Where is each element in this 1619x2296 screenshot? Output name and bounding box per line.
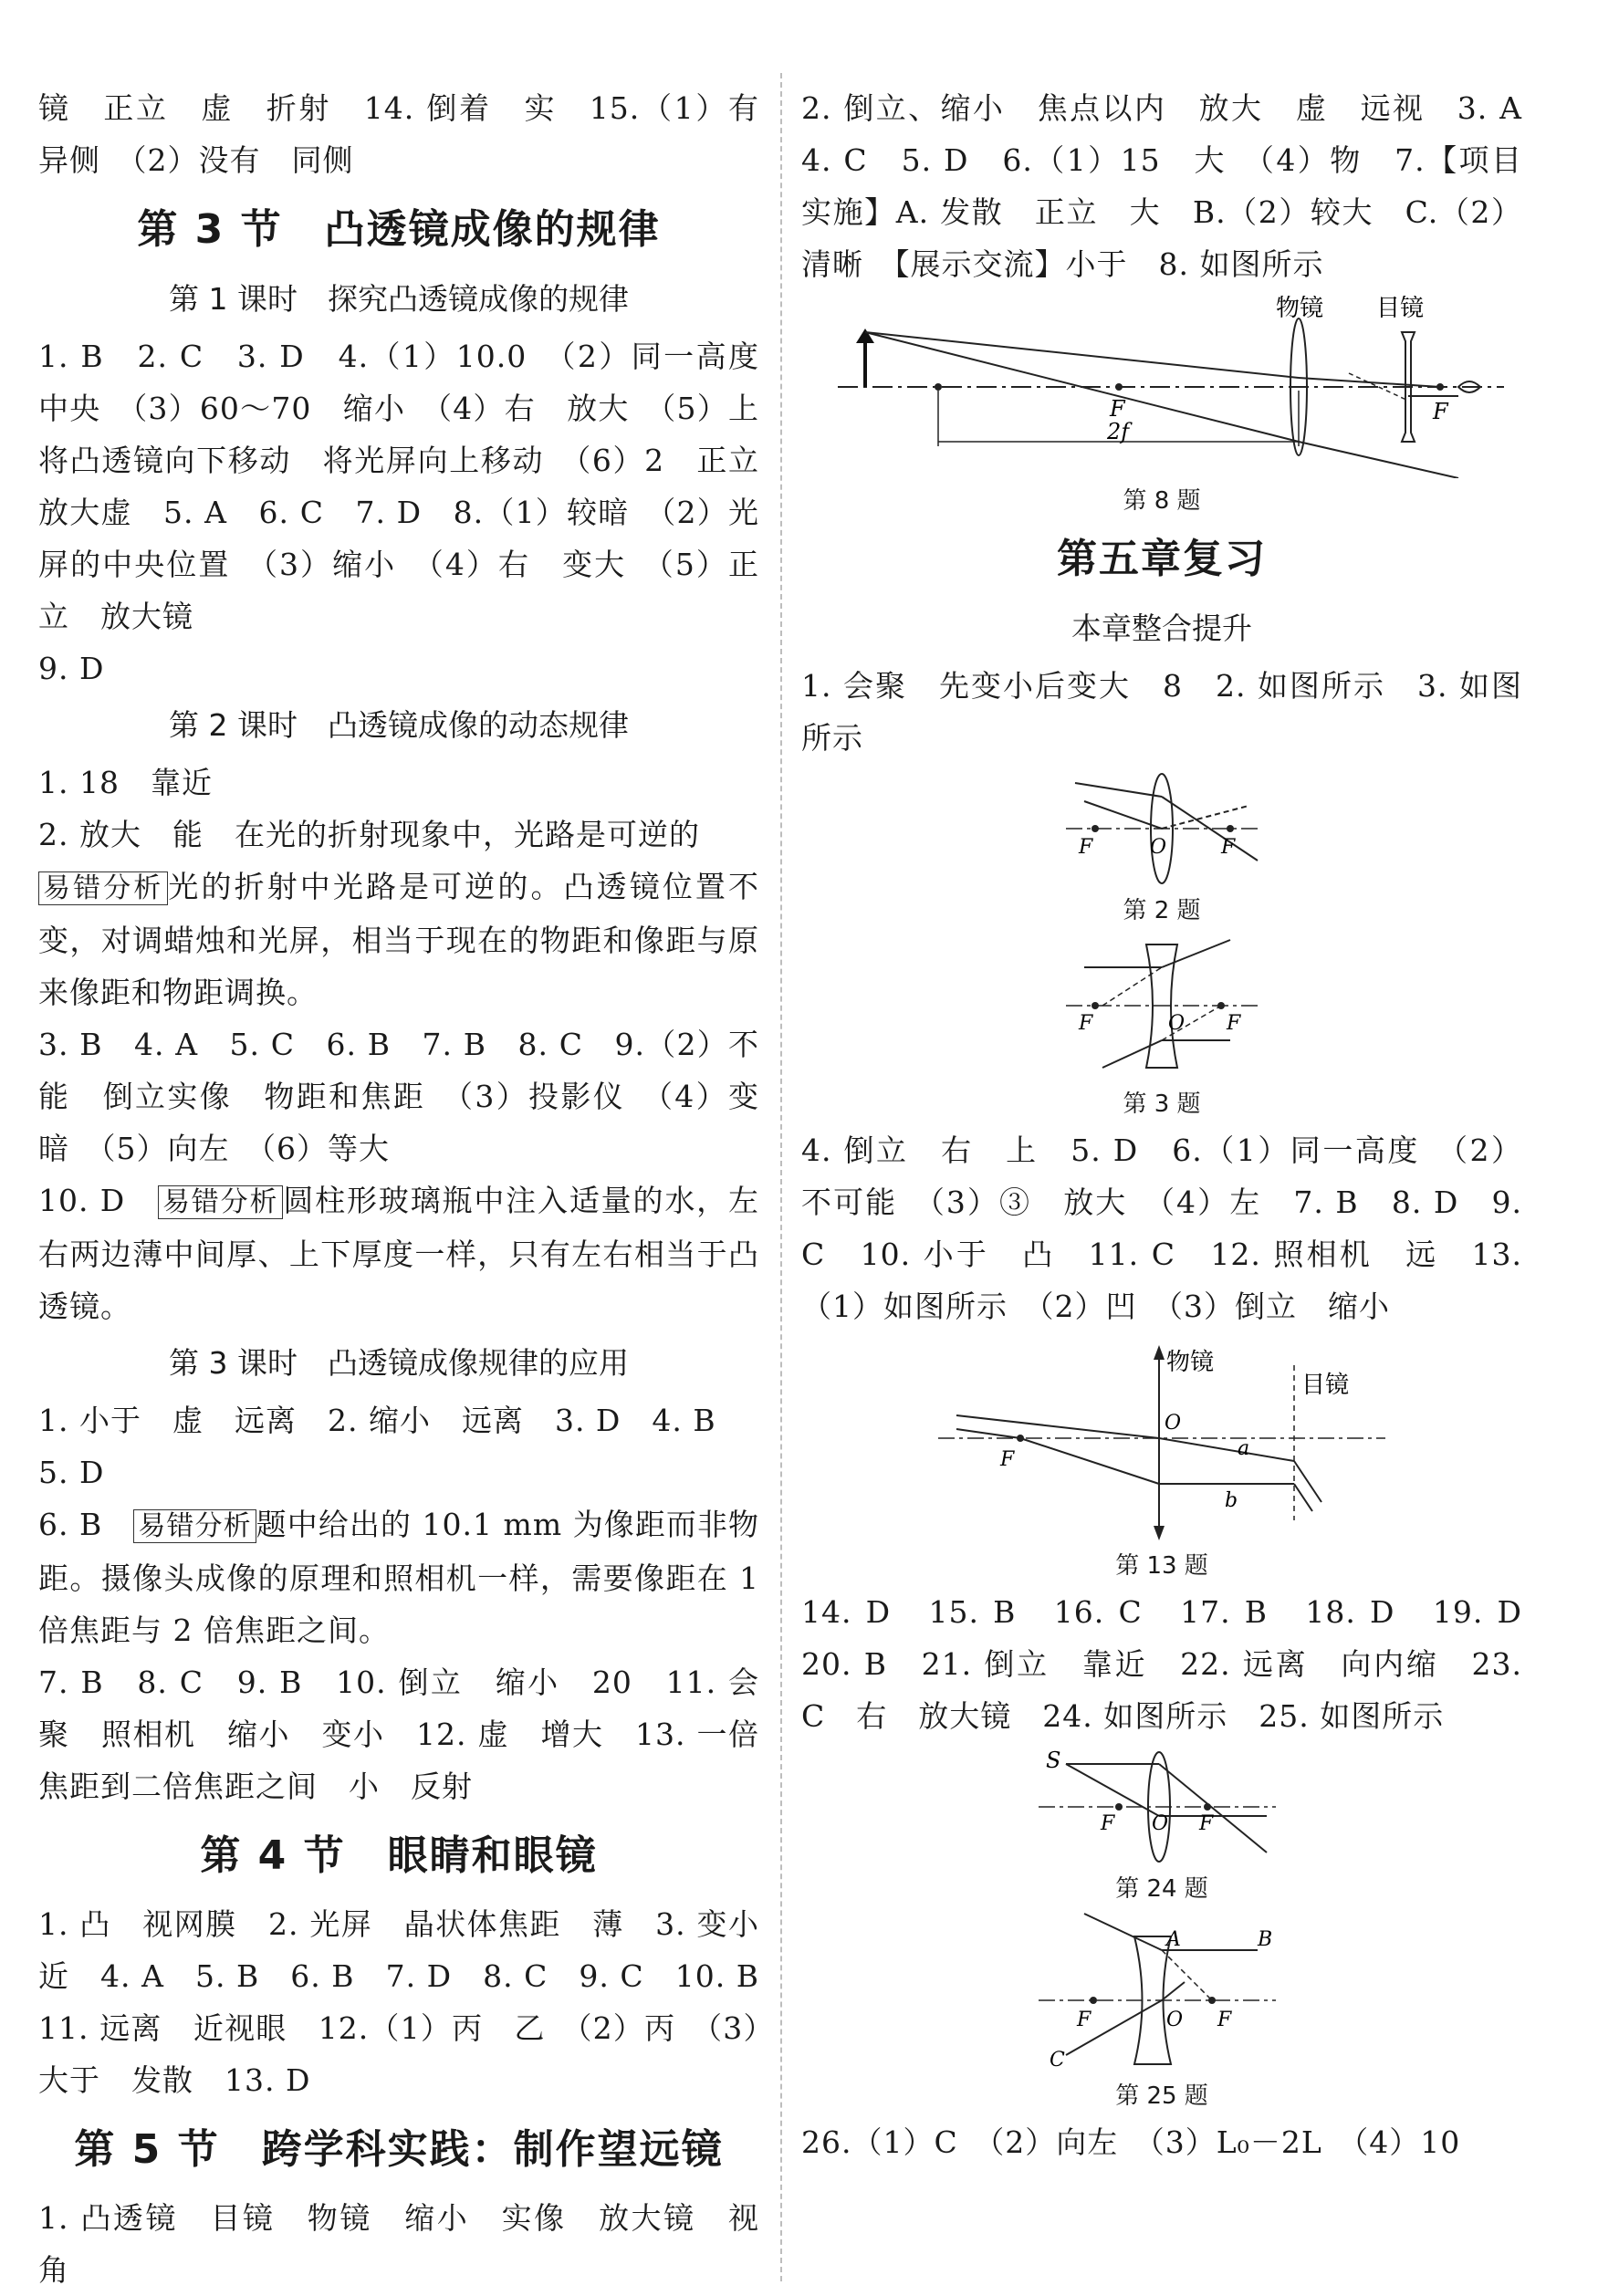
label-F: F — [1079, 1012, 1093, 1035]
figure-25 — [801, 1909, 1522, 2111]
label-S: S — [1046, 1748, 1061, 1773]
ray — [1159, 1438, 1294, 1461]
analysis-tag: 易错分析 — [133, 1509, 256, 1543]
lesson-title: 第 2 课时 凸透镜成像的动态规律 — [169, 707, 629, 743]
figure-3 — [801, 931, 1522, 1119]
dashed-ray — [1162, 1950, 1212, 2000]
label-b: b — [1225, 1489, 1238, 1512]
figure-2 — [801, 769, 1522, 925]
section-title: 第 5 节 跨学科实践：制作望远镜 — [74, 2126, 724, 2173]
label-objective: 物镜 — [1276, 296, 1324, 322]
lesson-title: 第 3 课时 凸透镜成像规律的应用 — [169, 1345, 629, 1381]
ray — [1299, 442, 1458, 478]
label-F: F — [1217, 2009, 1232, 2031]
analysis-tag: 易错分析 — [38, 871, 168, 905]
convex-lens-diagram — [801, 1748, 1522, 1866]
microscope-diagram — [801, 1338, 1522, 1543]
label-A: A — [1166, 1928, 1181, 1951]
focal-point — [1090, 1997, 1097, 2004]
ray — [1020, 1438, 1159, 1484]
concave-lens-diagram — [801, 931, 1522, 1081]
label-eyepiece: 目镜 — [1301, 1372, 1350, 1399]
answer-text: 1. B 2. C 3. D 4.（1）10.0 （2）同一高度 中央 （3）60～70 缩小 （4）右 放大 （5）上 将凸透镜向下移动 将光屏向上移动 （6）2 正立 放大虚 5. A 6. C 7. D 8.（1）较暗 （2）光屏的中央位置 （3）缩小 （4）右 变大 （5）正立 放大镜 — [38, 339, 790, 634]
answer-text: 1. 凸 视网膜 2. 光屏 晶状体焦距 薄 3. 变小 近 4. A 5. B 6. B 7. D 8. C 9. C 10. B 11. 远离 近视眼 12.（1）丙 乙 （2）丙 （3）大于 发散 13. D — [38, 1906, 790, 2098]
ray — [956, 1429, 1020, 1438]
answer-text: 2. 放大 能 在光的折射现象中，光路是可逆的 — [38, 817, 700, 852]
label-C: C — [1050, 2049, 1065, 2072]
answer-text: 26.（1）C （2）向左 （3）L₀－2L （4）10 — [801, 2124, 1461, 2160]
focal-point — [1436, 383, 1444, 391]
ray — [865, 332, 1299, 378]
answer-text: 镜 正立 虚 折射 14. 倒着 实 15.（1）有 异侧 （2）没有 同侧 — [38, 90, 790, 178]
label-F: F — [1079, 836, 1093, 859]
figure-caption: 第 24 题 — [1115, 1875, 1208, 1903]
ray — [1066, 1764, 1159, 1816]
figure-8 — [801, 296, 1522, 516]
label-F: F — [1110, 396, 1125, 422]
answer-text: 7. B 8. C 9. B 10. 倒立 缩小 20 11. 会聚 照相机 缩小 变小 12. 虚 增大 13. 一倍焦距到二倍焦距之间 小 反射 — [38, 1665, 759, 1804]
answer-text: 1. 会聚 先变小后变大 8 2. 如图所示 3. 如图所示 — [801, 668, 1522, 756]
analysis-text — [38, 861, 759, 1018]
analysis-text — [38, 1498, 759, 1656]
lesson-title: 本章整合提升 — [1071, 611, 1252, 646]
focal-point — [1115, 1803, 1123, 1811]
ray — [1084, 801, 1162, 829]
label-F: F — [1221, 836, 1236, 859]
focal-point — [1115, 383, 1123, 391]
section-title: 第五章复习 — [1057, 536, 1267, 582]
left-column — [38, 82, 790, 2296]
ray — [1102, 1040, 1162, 1068]
analysis-body: 光的折射中光路是可逆的。凸透镜位置不变，对调蜡烛和光屏，相当于现在的物距和像距与原来像距和物距调换。 — [38, 869, 760, 1010]
figure-caption: 第 8 题 — [1123, 487, 1201, 515]
lesson-title: 第 1 课时 探究凸透镜成像的规律 — [169, 281, 629, 317]
ray — [1084, 1914, 1162, 1950]
ray — [1294, 1461, 1321, 1502]
analysis-body: 圆柱形玻璃瓶中注入适量的水，左右两边薄中间厚、上下厚度一样，只有左右相当于凸透镜。 — [38, 1183, 760, 1324]
label-F: F — [1000, 1448, 1015, 1471]
label-O: O — [1152, 1812, 1169, 1835]
figure-caption: 第 13 题 — [1115, 1552, 1208, 1580]
label-O: O — [1166, 2009, 1184, 2031]
concave-lens-diagram — [801, 1909, 1522, 2073]
section-title: 第 4 节 眼睛和眼镜 — [200, 1832, 598, 1879]
answer-prefix: 10. D — [38, 1183, 158, 1218]
analysis-text — [38, 1174, 759, 1332]
analysis-tag: 易错分析 — [158, 1185, 283, 1219]
figure-24 — [801, 1748, 1522, 1904]
answer-text: 1. 18 靠近 — [38, 765, 213, 800]
figure-caption: 第 25 题 — [1115, 2082, 1208, 2110]
figure-caption: 第 3 题 — [1123, 1091, 1201, 1118]
ray — [1162, 1982, 1185, 2000]
answer-text: 1. 小于 虚 远离 2. 缩小 远离 3. D 4. B — [38, 1403, 716, 1438]
label-F: F — [1227, 1012, 1241, 1035]
label-2f: 2f — [1107, 419, 1130, 444]
label-O: O — [1150, 836, 1167, 859]
ray — [1075, 783, 1162, 797]
ray — [1159, 1764, 1267, 1852]
focal-point — [1204, 1803, 1211, 1811]
focal-point — [1017, 1435, 1024, 1442]
label-F: F — [1077, 2009, 1092, 2031]
label-O: O — [1165, 1412, 1182, 1435]
answer-text: 5. D — [38, 1455, 105, 1490]
label-F: F — [1199, 1812, 1214, 1835]
ray — [956, 1415, 1159, 1438]
object-arrowhead — [856, 329, 874, 343]
telescope-diagram — [801, 296, 1522, 478]
answer-text: 9. D — [38, 651, 105, 686]
ray — [1299, 378, 1440, 387]
label-objective: 物镜 — [1166, 1349, 1215, 1376]
label-F: F — [1433, 399, 1448, 424]
answer-text: 3. B 4. A 5. C 6. B 7. B 8. C 9.（2）不能 倒立实像 物距和焦距 （3）投影仪 （4）变暗 （5）向左 （6）等大 — [38, 1027, 759, 1166]
section-title: 第 3 节 凸透镜成像的规律 — [137, 206, 661, 253]
label-O: O — [1168, 1012, 1186, 1035]
label-F: F — [1101, 1812, 1115, 1835]
answer-prefix: 6. B — [38, 1507, 134, 1542]
figure-13 — [801, 1338, 1522, 1581]
analysis-body: 题中给出的 10.1 mm 为像距而非物距。摄像头成像的原理和照相机一样，需要像距在 1 倍焦距与 2 倍焦距之间。 — [38, 1507, 760, 1648]
focal-point — [1092, 825, 1099, 832]
answer-text: 4. 倒立 右 上 5. D 6.（1）同一高度 （2）不可能 （3）③ 放大 （4）左 7. B 8. D 9. C 10. 小于 凸 11. C 12. 照相机 远 13.（1）如图所示 （2）凹 （3）倒立 缩小 — [801, 1132, 1522, 1324]
twof-point — [935, 383, 942, 391]
focal-point — [1208, 1997, 1216, 2004]
focal-point — [1227, 825, 1234, 832]
convex-lens-diagram — [801, 769, 1522, 888]
answer-text: 1. 凸透镜 目镜 物镜 缩小 实像 放大镜 视角 — [38, 2200, 759, 2288]
focal-point — [1217, 1002, 1225, 1009]
focal-point — [1092, 1002, 1099, 1009]
answer-text: 14. D 15. B 16. C 17. B 18. D 19. D 20. B 21. 倒立 靠近 22. 远离 向内缩 23. C 右 放大镜 24. 如图所示 25. 如图所示 — [801, 1594, 1553, 1734]
figure-caption: 第 2 题 — [1123, 897, 1201, 924]
answer-text: 2. 倒立、缩小 焦点以内 放大 虚 远视 3. A 4. C 5. D 6.（1）15 大 （4）物 7.【项目实施】A. 发散 正立 大 B.（2）较大 C.（2）清晰 【展示交流】小于 8. 如图所示 — [801, 90, 1553, 282]
right-column — [801, 82, 1553, 2168]
ray — [1294, 1484, 1312, 1511]
label-eyepiece: 目镜 — [1376, 296, 1425, 322]
label-B: B — [1258, 1928, 1273, 1951]
arrowhead — [1154, 1345, 1165, 1360]
label-a: a — [1238, 1437, 1250, 1460]
arrowhead — [1154, 1526, 1165, 1540]
